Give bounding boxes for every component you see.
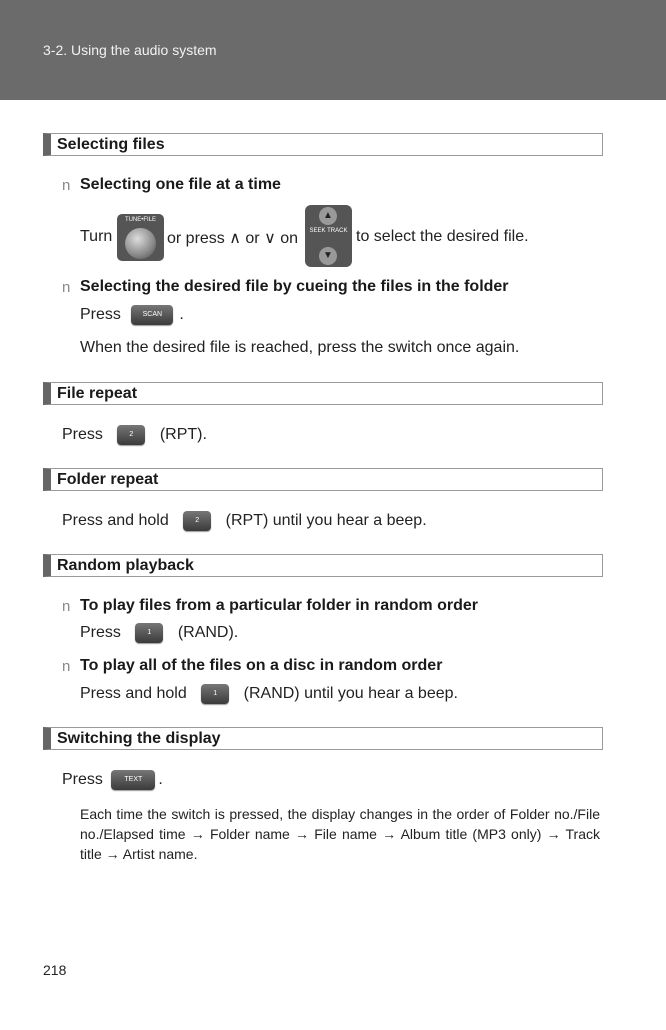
subheading: Selecting one file at a time xyxy=(80,176,281,193)
chevron-down-icon: ▼ xyxy=(319,247,337,265)
instruction-line xyxy=(62,770,163,790)
subheading: To play files from a particular folder in random order xyxy=(80,597,478,614)
note-paragraph: Each time the switch is pressed, the display changes in the order of Folder no./File no./Elapsed time → Folder name → File name → Album title (MP3 only) → Track title → Artist name. xyxy=(80,806,600,862)
press-text: Press and hold xyxy=(80,685,187,703)
press-text: Press xyxy=(80,624,121,642)
seek-track-button-icon xyxy=(305,205,352,267)
preset-1-button-icon: 1 xyxy=(201,684,229,704)
header-bar xyxy=(0,0,666,100)
scan-button-icon: SCAN xyxy=(131,305,173,325)
press-text: Press xyxy=(80,306,121,324)
section-header-selecting-files xyxy=(43,133,603,156)
knob-dial xyxy=(125,228,156,259)
knob-label: TUNE•FILE xyxy=(124,217,157,223)
section-header-switching-display xyxy=(43,727,603,750)
section-title: Folder repeat xyxy=(57,471,159,488)
page-number: 218 xyxy=(43,962,67,978)
subheading: Selecting the desired file by cueing the files in the folder xyxy=(80,278,509,295)
suffix-text: (RPT). xyxy=(159,426,207,444)
bullet-icon: n xyxy=(62,658,71,675)
section-header-file-repeat xyxy=(43,382,603,405)
suffix-text: (RAND). xyxy=(177,624,239,642)
instruction-line xyxy=(80,684,458,704)
note-text: When the desired file is reached, press the switch once again. xyxy=(80,339,520,356)
period: . xyxy=(158,771,163,789)
suffix-text: (RAND) until you hear a beep. xyxy=(243,685,458,703)
press-text: Press and hold xyxy=(62,512,169,530)
subheading: To play all of the files on a disc in random order xyxy=(80,657,443,674)
section-header-folder-repeat xyxy=(43,468,603,491)
press-text: Press xyxy=(62,426,103,444)
chevron-up-icon: ▲ xyxy=(319,207,337,225)
period: . xyxy=(179,306,184,324)
instruction-line xyxy=(80,623,238,643)
instruction-line xyxy=(62,425,207,445)
bullet-icon: n xyxy=(62,177,71,194)
section-header-random-playback xyxy=(43,554,603,577)
instruction-line xyxy=(62,511,427,531)
seek-label: SEEK TRACK xyxy=(309,228,348,234)
instruction-text: or press ∧ or ∨ on xyxy=(167,230,299,247)
suffix-text: (RPT) until you hear a beep. xyxy=(225,512,427,530)
instruction-text: to select the desired file. xyxy=(356,228,529,245)
bullet-icon: n xyxy=(62,598,71,615)
instruction-line xyxy=(80,305,184,325)
press-text: Press xyxy=(62,771,103,789)
preset-2-button-icon: 2 xyxy=(183,511,211,531)
section-title: Selecting files xyxy=(57,136,165,153)
preset-1-button-icon: 1 xyxy=(135,623,163,643)
section-title: Random playback xyxy=(57,557,194,574)
text-button-icon: TEXT xyxy=(111,770,155,790)
section-title: Switching the display xyxy=(57,730,221,747)
tune-file-knob-icon xyxy=(117,214,164,261)
instruction-text: Turn xyxy=(80,228,113,245)
breadcrumb: 3-2. Using the audio system xyxy=(43,42,217,58)
section-title: File repeat xyxy=(57,385,138,402)
bullet-icon: n xyxy=(62,279,71,296)
preset-2-button-icon: 2 xyxy=(117,425,145,445)
